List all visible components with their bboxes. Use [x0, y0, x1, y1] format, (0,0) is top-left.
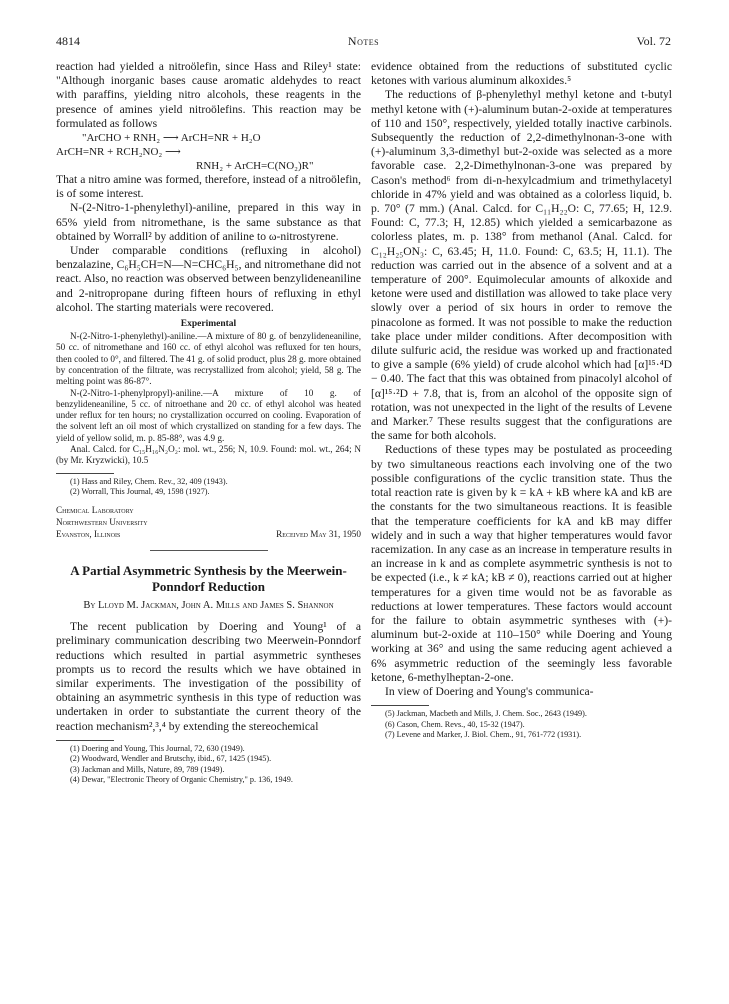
experimental-heading: Experimental — [180, 319, 237, 330]
footnote: (1) Hass and Riley, Chem. Rev., 32, 409 (1943). — [70, 476, 228, 486]
equation-line: RNH₂ + ArCH=C(NO₂)R" — [196, 160, 314, 173]
address-line: Chemical Laboratory — [56, 505, 134, 516]
paragraph: reaction had yielded a nitroölefin, since Hass and Riley¹ state: "Although inorganic bases cause aromatic aldehydes to react with paraffins, yielding nitro alcohols, these reagents in the presence of amines yield nitroölefins. This reaction may be formulated as follows — [56, 60, 361, 130]
equation-line: ArCH=NR + RCH₂NO₂ ⟶ — [56, 146, 181, 159]
footnote: (2) Worrall, This Journal, 49, 1598 (1927). — [70, 487, 210, 497]
footnote: (4) Dewar, "Electronic Theory of Organic Chemistry," p. 136, 1949. — [70, 775, 293, 785]
paragraph: In view of Doering and Young's communica- — [385, 684, 594, 698]
footnote: (1) Doering and Young, This Journal, 72, 630 (1949). — [70, 743, 245, 753]
article-authors: By Lloyd M. Jackman, John A. Mills and James S. Shannon — [83, 600, 334, 612]
paragraph: evidence obtained from the reductions of substituted cyclic ketones with various aluminum alkoxides.⁵ — [371, 60, 672, 88]
left-column — [56, 60, 361, 785]
section-title: Notes — [347, 34, 380, 48]
footnote: (5) Jackman, Macbeth and Mills, J. Chem. Soc., 2643 (1949). — [385, 709, 587, 719]
footnote-divider — [56, 473, 114, 474]
paragraph: That a nitro amine was formed, therefore, instead of a nitroölefin, is of some interest. — [56, 173, 361, 201]
analysis-paragraph: Anal. Calcd. for C₁₅H₁₆N₂O₂: mol. wt., 256; N, 10.9. Found: mol. wt., 264; N (by Mr. Kryzwicki), 10.5 — [56, 444, 361, 466]
experimental-paragraph: N-(2-Nitro-1-phenylpropyl)-aniline.—A mixture of 10 g. of benzylideneaniline, 5 cc. of nitroethane and 20 cc. of ethyl alcohol was heated under reflux for ten hours; no crystallization occurred on cooling. Evaporation of the solvent left an oil most of which crystallized on standing for a few days. The yield of yellow solid, m. p. 85-88°, was 4.9 g. — [56, 387, 361, 443]
footnote: (3) Jackman and Mills, Nature, 89, 789 (1949). — [70, 764, 225, 774]
section-divider — [150, 550, 268, 551]
experimental-paragraph: N-(2-Nitro-1-phenylethyl)-aniline.—A mixture of 80 g. of benzylideneaniline, 50 cc. of nitromethane and 160 cc. of ethyl alcohol was refluxed for ten hours, then cooled to 0°, and filtered. The 41 g. of solid product, plus 28 g. more obtained by concentration of the filtrate, was recrystallized from alcohol; yield, 58 g. The melting point was 86-87°. — [56, 331, 361, 387]
footnote: (6) Cason, Chem. Revs., 40, 15-32 (1947). — [385, 719, 525, 729]
article-title: A Partial Asymmetric Synthesis by the Meerwein-Ponndorf Reduction — [70, 563, 347, 595]
paragraph: Reductions of these types may be postulated as proceeding by two simultaneous reactions each involving one of the two possible configurations of the cyclic transition state. Thus the total reaction rate is given by k = kA + kB where kA and kB are the constants for the two simultaneous reactions. It is feasible that the temperature coefficients for kA and kB may differ widely and in such a way that higher temperatures would favor racemization. In any case as an increase in temperature results in an increase in k and as complete asymmetric synthesis is not to be expected (i.e., k ≠ kA; kB ≠ 0), reactions carried out at higher temperatures for a given time would not be as favorable as reductions at lower temperatures. These factors would account for the failure to obtain asymmetric syntheses with (+)-aluminum but-2-oxide at 110–150° while Doering and Young working at 36° and using the same reducing agent achieved a 6% asymmetric reduction of the seemingly less favorable ketone, 6-methylheptan-2-one. — [371, 443, 672, 684]
footnote: (2) Woodward, Wendler and Brutschy, ibid., 67, 1425 (1945). — [70, 754, 272, 764]
footnote-divider — [371, 705, 429, 706]
footnote-divider — [56, 740, 114, 741]
paragraph: N-(2-Nitro-1-phenylethyl)-aniline, prepared in this way in 65% yield from nitromethane, is the same substance as that obtained by Worrall² by addition of aniline to ω-nitrostyrene. — [56, 201, 361, 243]
footnote: (7) Levene and Marker, J. Biol. Chem., 91, 761-772 (1931). — [385, 729, 582, 739]
paragraph: The recent publication by Doering and Young¹ of a preliminary communication describing two Meerwein-Ponndorf reductions which resulted in partial asymmetric syntheses prompts us to record the results which we have obtained in similar experiments. The investigation of the possibility of obtaining an asymmetric synthesis in this type of reduction was undertaken in order to substantiate the current theory of the reaction mechanism²,³,⁴ by extending the stereochemical — [56, 620, 361, 733]
author-address — [56, 505, 361, 540]
volume-label: Vol. 72 — [636, 34, 671, 48]
address-line: Evanston, Illinois — [56, 528, 121, 539]
received-date: Received May 31, 1950 — [276, 528, 361, 539]
equation-line: "ArCHO + RNH₂ ⟶ ArCH=NR + H₂O — [82, 132, 261, 145]
page-number: 4814 — [56, 34, 80, 48]
paragraph: Under comparable conditions (refluxing in alcohol) benzalazine, C₆H₅CH=N—N=CHC₆H₅, and nitromethane did not react. Also, no reaction was observed between benzylideneaniline and 2-nitropropane during fifteen hours of refluxing in ethyl alcohol. The starting materials were recovered. — [56, 244, 361, 314]
running-header — [56, 34, 671, 50]
paragraph: The reductions of β-phenylethyl methyl ketone and t-butyl methyl ketone with (+)-aluminum butan-2-oxide at temperatures of 110 and 150°, respectively, yielded totally inactive carbinols. Subsequently the reduction of 2,2-dimethylnonan-3-one with (+)-aluminum 3,3-dimethyl but-2-oxide was selected as a more favorable case. 2,2-Dimethylnonan-3-one was prepared by Cason's method⁶ from di-n-hexylcadmium and trimethylacetyl chloride in 47% yield and was obtained as a colorless liquid, b. p. 70° (7 mm.) (Anal. Calcd. for C₁₁H₂₂O: C, 77.65; H, 12.9. Found: C, 77.3; H, 12.85) which yielded a semicarbazone as colorless plates, m. p. 138° from methanol (Anal. Calcd. for C₁₂H₂₅ON₃: C, 63.45; H, 11.0. Found: C, 63.5; H, 11.1). The reduction was carried out in the absence of a solvent and at a temperature of 200°. Equimolecular amounts of alkoxide and ketone were used and distillation was allowed to take place very slowly over a period of six hours in order to remove the pinacolone as formed. It was not possible to make the reduction take place under milder conditions. After decomposition with dilute sulfuric acid, the residue was worked up and fractionated to give a sample (6% yield) of crude alcohol which had [α]¹⁵·⁴D − 0.40. The fact that this was obtained from pinacolyl alcohol of [α]¹⁵·²D + 7.8, that is, from an alcohol of the opposite sign of rotation, was not unexpected in the light of the results of Levene and Marker.⁷ These results suggest that the configurations are the same for both alcohols. — [371, 88, 672, 443]
address-line: Northwestern University — [56, 517, 148, 528]
right-column — [371, 60, 672, 740]
